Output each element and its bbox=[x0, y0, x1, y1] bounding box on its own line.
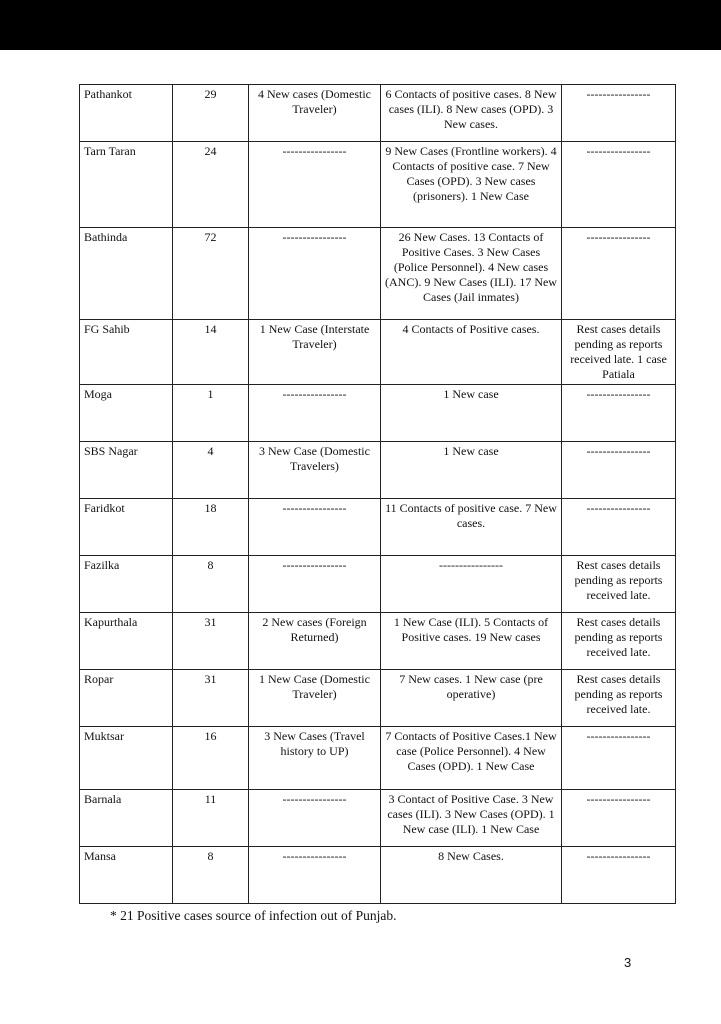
case-breakdown-cell: 9 New Cases (Frontline workers). 4 Contacts of positive case. 7 New Cases (OPD). 3 New cases (prisoners). 1 New Case bbox=[381, 142, 562, 228]
table-row bbox=[80, 499, 676, 556]
case-count-cell: 24 bbox=[173, 142, 249, 228]
source-detail-cell: ---------------- bbox=[249, 847, 381, 904]
case-count-cell: 4 bbox=[173, 442, 249, 499]
source-detail-cell: ---------------- bbox=[249, 385, 381, 442]
case-breakdown-cell: 1 New case bbox=[381, 385, 562, 442]
source-detail-cell: ---------------- bbox=[249, 790, 381, 847]
table-row bbox=[80, 228, 676, 320]
district-cell: Bathinda bbox=[80, 228, 173, 320]
district-cell: SBS Nagar bbox=[80, 442, 173, 499]
source-detail-cell: ---------------- bbox=[249, 499, 381, 556]
table-row bbox=[80, 556, 676, 613]
remarks-cell: ---------------- bbox=[562, 385, 676, 442]
case-count-cell: 8 bbox=[173, 556, 249, 613]
case-count-cell: 1 bbox=[173, 385, 249, 442]
table-row bbox=[80, 613, 676, 670]
district-cell: Muktsar bbox=[80, 727, 173, 790]
case-breakdown-cell: 7 Contacts of Positive Cases.1 New case (Police Personnel). 4 New Cases (OPD). 1 New Case bbox=[381, 727, 562, 790]
source-detail-cell: 2 New cases (Foreign Returned) bbox=[249, 613, 381, 670]
district-cell: Faridkot bbox=[80, 499, 173, 556]
source-detail-cell: 4 New cases (Domestic Traveler) bbox=[249, 85, 381, 142]
page-number: 3 bbox=[624, 955, 632, 970]
district-cell: FG Sahib bbox=[80, 320, 173, 385]
footnote: * 21 Positive cases source of infection out of Punjab. bbox=[110, 908, 397, 923]
case-count-cell: 31 bbox=[173, 613, 249, 670]
case-count-cell: 8 bbox=[173, 847, 249, 904]
table-row bbox=[80, 320, 676, 385]
district-cell: Moga bbox=[80, 385, 173, 442]
remarks-cell: Rest cases details pending as reports received late. bbox=[562, 613, 676, 670]
case-breakdown-cell: 11 Contacts of positive case. 7 New cases. bbox=[381, 499, 562, 556]
case-breakdown-cell: 3 Contact of Positive Case. 3 New cases (ILI). 3 New Cases (OPD). 1 New case (ILI). 1 New Case bbox=[381, 790, 562, 847]
case-count-cell: 29 bbox=[173, 85, 249, 142]
remarks-cell: Rest cases details pending as reports received late. 1 case Patiala bbox=[562, 320, 676, 385]
district-cell: Ropar bbox=[80, 670, 173, 727]
case-breakdown-cell: 7 New cases. 1 New case (pre operative) bbox=[381, 670, 562, 727]
remarks-cell: Rest cases details pending as reports received late. bbox=[562, 556, 676, 613]
case-count-cell: 72 bbox=[173, 228, 249, 320]
remarks-cell: ---------------- bbox=[562, 499, 676, 556]
remarks-cell: ---------------- bbox=[562, 727, 676, 790]
source-detail-cell: 1 New Case (Domestic Traveler) bbox=[249, 670, 381, 727]
table-row bbox=[80, 847, 676, 904]
case-breakdown-cell: 4 Contacts of Positive cases. bbox=[381, 320, 562, 385]
remarks-cell: Rest cases details pending as reports received late. bbox=[562, 670, 676, 727]
remarks-cell: ---------------- bbox=[562, 847, 676, 904]
source-detail-cell: ---------------- bbox=[249, 556, 381, 613]
remarks-cell: ---------------- bbox=[562, 142, 676, 228]
case-breakdown-cell: 1 New Case (ILI). 5 Contacts of Positive cases. 19 New cases bbox=[381, 613, 562, 670]
table-row bbox=[80, 727, 676, 790]
case-breakdown-cell: 1 New case bbox=[381, 442, 562, 499]
case-breakdown-cell: 8 New Cases. bbox=[381, 847, 562, 904]
remarks-cell: ---------------- bbox=[562, 85, 676, 142]
source-detail-cell: 1 New Case (Interstate Traveler) bbox=[249, 320, 381, 385]
district-cell: Pathankot bbox=[80, 85, 173, 142]
case-breakdown-cell: 6 Contacts of positive cases. 8 New cases (ILI). 8 New cases (OPD). 3 New cases. bbox=[381, 85, 562, 142]
case-breakdown-cell: ---------------- bbox=[381, 556, 562, 613]
district-cases-table bbox=[79, 84, 676, 904]
case-breakdown-cell: 26 New Cases. 13 Contacts of Positive Cases. 3 New Cases (Police Personnel). 4 New cases (ANC). 9 New Cases (ILI). 17 New Cases (Jail inmates) bbox=[381, 228, 562, 320]
case-count-cell: 31 bbox=[173, 670, 249, 727]
case-count-cell: 16 bbox=[173, 727, 249, 790]
table-row bbox=[80, 790, 676, 847]
table-row bbox=[80, 142, 676, 228]
table-row bbox=[80, 442, 676, 499]
table-row bbox=[80, 85, 676, 142]
district-cell: Mansa bbox=[80, 847, 173, 904]
table-row bbox=[80, 385, 676, 442]
source-detail-cell: ---------------- bbox=[249, 142, 381, 228]
remarks-cell: ---------------- bbox=[562, 442, 676, 499]
source-detail-cell: 3 New Cases (Travel history to UP) bbox=[249, 727, 381, 790]
district-cell: Tarn Taran bbox=[80, 142, 173, 228]
top-black-bar bbox=[0, 0, 721, 50]
remarks-cell: ---------------- bbox=[562, 790, 676, 847]
case-count-cell: 18 bbox=[173, 499, 249, 556]
table-row bbox=[80, 670, 676, 727]
remarks-cell: ---------------- bbox=[562, 228, 676, 320]
district-cell: Fazilka bbox=[80, 556, 173, 613]
district-cell: Barnala bbox=[80, 790, 173, 847]
source-detail-cell: 3 New Case (Domestic Travelers) bbox=[249, 442, 381, 499]
case-count-cell: 11 bbox=[173, 790, 249, 847]
case-count-cell: 14 bbox=[173, 320, 249, 385]
district-cell: Kapurthala bbox=[80, 613, 173, 670]
source-detail-cell: ---------------- bbox=[249, 228, 381, 320]
